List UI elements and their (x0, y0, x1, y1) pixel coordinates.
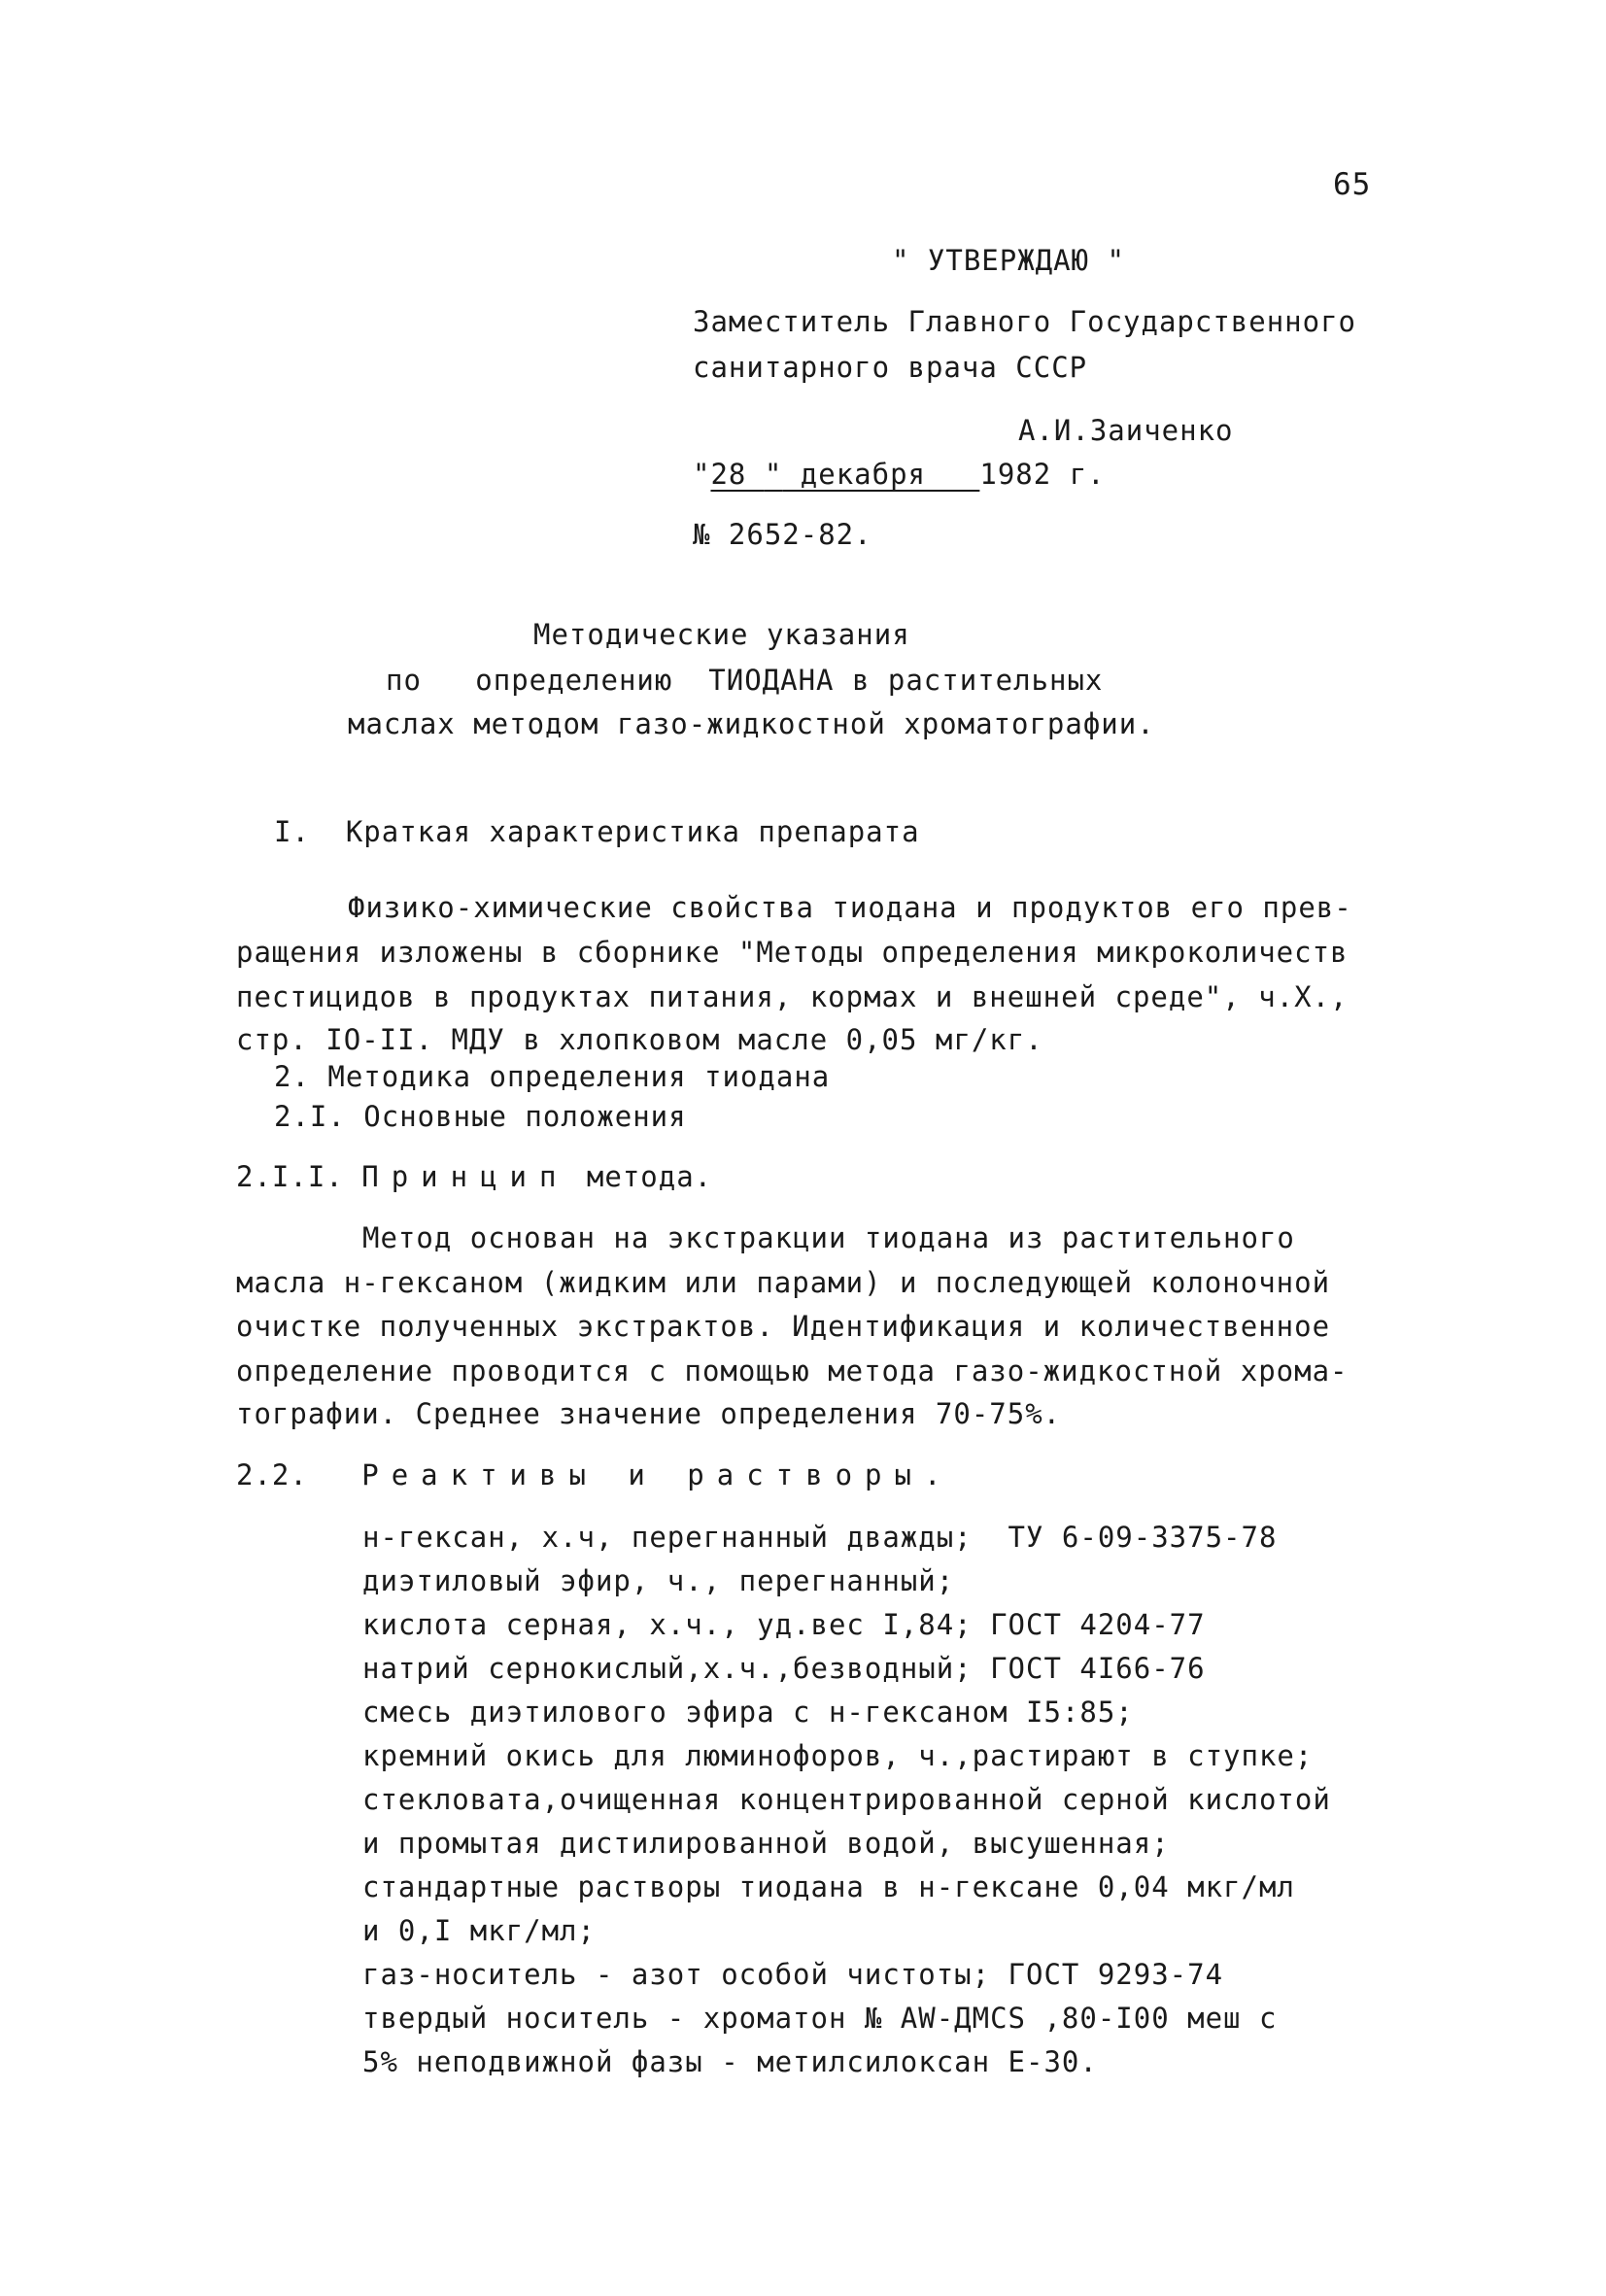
principle-para-line: масла н-гексаном (жидким или парами) и последующей колоночной (236, 1266, 1331, 1299)
doc-title-line2: по определению ТИОДАНА в растительных (386, 664, 1104, 697)
approval-date (693, 457, 1106, 492)
section1-para-line: стр. IO-II. МДУ в хлопковом масле 0,05 мг/кг. (236, 1023, 1043, 1056)
principle-para-line: очистке полученных экстрактов. Идентификация и количественное (236, 1310, 1331, 1343)
page-number: 65 (1333, 167, 1372, 202)
approval-position-line2: санитарного врача СССР (693, 351, 1088, 384)
reagents-title: Реактивы и растворы. (361, 1458, 954, 1491)
reagents-list (362, 1516, 1331, 2084)
principle-title-2: метода. (586, 1160, 713, 1193)
reagent-item: кремний окись для люминофоров, ч.,растирают в ступке; (362, 1739, 1314, 1772)
approval-signer: А.И.Заиченко (1018, 414, 1234, 447)
reagent-item: натрий сернокислый,х.ч.,безводный; ГОСТ 4I66-76 (362, 1652, 1206, 1685)
principle-para-line: тографии. Среднее значение определения 70-75%. (236, 1397, 1062, 1430)
reagent-item: стандартные растворы тиодана в н-гексане 0,04 мкг/мл (362, 1870, 1295, 1903)
date-year: 1982 г. (979, 458, 1106, 491)
date-open-quote: " (693, 458, 711, 491)
doc-title-line3: маслах методом газо-жидкостной хроматографии. (348, 707, 1155, 740)
date-month: декабря (782, 458, 980, 491)
principle-para-line: Метод основан на экстракции тиодана из растительного (362, 1221, 1295, 1254)
section1-heading: I. Краткая характеристика препарата (274, 815, 920, 848)
reagent-item: твердый носитель - хроматон № AW-ДМСS ,80-I00 меш с (362, 2002, 1278, 2035)
reagent-item: смесь диэтилового эфира с н-гексаном I5:85; (362, 1696, 1134, 1729)
section1-para-line: Физико-химические свойства тиодана и продуктов его прев- (348, 891, 1352, 924)
date-day: 28 (710, 458, 765, 491)
reagent-item: диэтиловый эфир, ч., перегнанный; (362, 1564, 955, 1597)
approval-position-line1: Заместитель Главного Государственного (693, 305, 1357, 338)
reagents-number: 2.2. (236, 1458, 308, 1491)
section2-heading: 2. Методика определения тиодана (274, 1060, 831, 1093)
approval-number: № 2652-82. (693, 518, 872, 551)
reagent-item: и 0,I мкг/мл; (362, 1914, 596, 1947)
reagent-item: газ-носитель - азот особой чистоты; ГОСТ 9293-74 (362, 1958, 1224, 1991)
approval-title: " УТВЕРЖДАЮ " (892, 244, 1125, 277)
reagent-item: 5% неподвижной фазы - метилсилоксан Е-30. (362, 2045, 1098, 2078)
date-mid-quote: " (764, 458, 783, 491)
reagent-item: и промытая дистилированной водой, высушенная; (362, 1827, 1170, 1860)
section1-para-line: пестицидов в продуктах питания, кормах и внешней среде", ч.Х., (236, 980, 1349, 1013)
reagents-heading (236, 1457, 953, 1492)
section1-para-line: ращения изложены в сборнике "Методы определения микроколичеств (236, 936, 1349, 969)
reagent-item: н-гексан, х.ч, перегнанный дважды; ТУ 6-09-3375-78 (362, 1521, 1278, 1554)
reagent-item: кислота серная, х.ч., уд.вес I,84; ГОСТ 4204-77 (362, 1608, 1206, 1641)
reagent-item: стекловата,очищенная концентрированной серной кислотой (362, 1783, 1331, 1816)
principle-heading (236, 1159, 712, 1194)
section2-sub-heading: 2.I. Основные положения (274, 1100, 687, 1133)
principle-title: Принцип (361, 1160, 569, 1193)
doc-title-line1: Методические указания (533, 618, 910, 651)
principle-number: 2.I.I. (236, 1160, 344, 1193)
principle-para-line: определение проводится с помощью метода газо-жидкостной хрома- (236, 1354, 1349, 1388)
